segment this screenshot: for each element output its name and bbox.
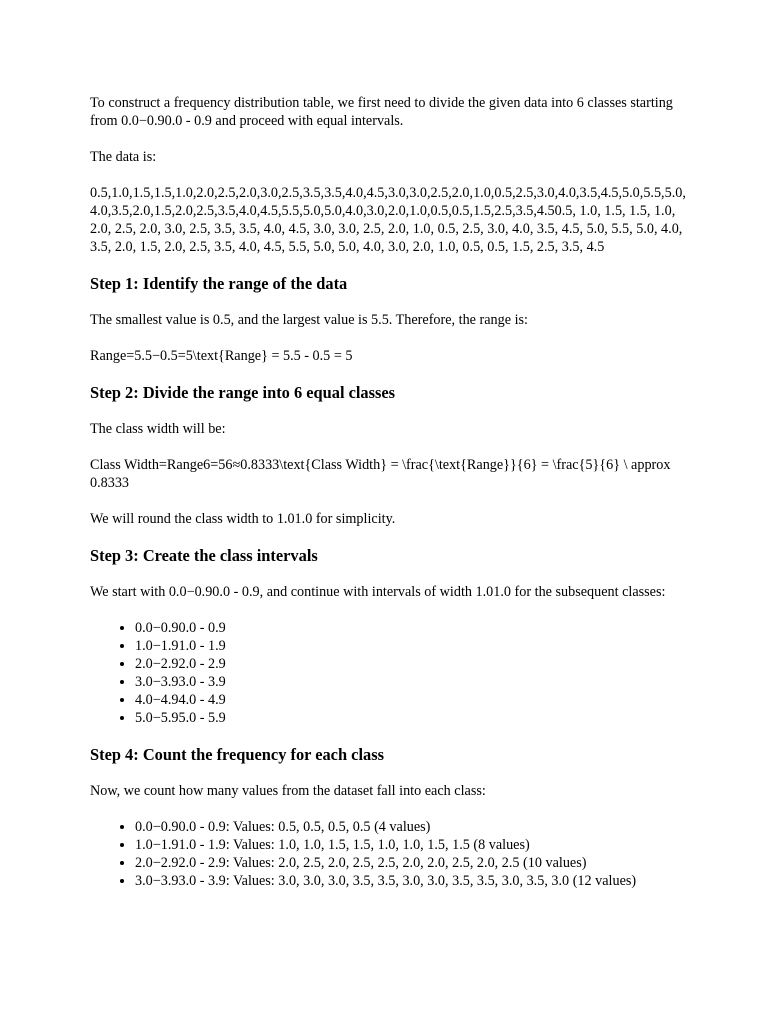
step2-text: The class width will be: [90, 421, 226, 437]
class-interval-list [90, 619, 690, 727]
step1-text: The smallest value is 0.5, and the largest value is 5.5. Therefore, the range is: [90, 312, 528, 328]
list-item: • 0.0−0.90.0 - 0.9: Values: 0.5, 0.5, 0.5, 0.5 (4 values) [135, 818, 690, 836]
list-item: • 1.0−1.91.0 - 1.9 [135, 637, 690, 655]
step2-formula: Class Width=Range6=56≈0.8333\text{Class Width} = \frac{\text{Range}}{6} = \frac{5}{6} \ approx 0.8333 [90, 457, 671, 491]
list-item: • 1.0−1.91.0 - 1.9: Values: 1.0, 1.0, 1.5, 1.5, 1.0, 1.0, 1.5, 1.5 (8 values) [135, 836, 690, 854]
list-item: • 5.0−5.95.0 - 5.9 [135, 709, 690, 727]
intro-paragraph: To construct a frequency distribution table, we first need to divide the given data into 6 classes starting from 0.0−0.90.0 - 0.9 and proceed with equal intervals. [90, 95, 673, 129]
frequency-count-list [90, 818, 690, 890]
step4-text: Now, we count how many values from the dataset fall into each class: [90, 783, 486, 799]
step3-heading: Step 3: Create the class intervals [90, 546, 318, 565]
data-values: 0.5,1.0,1.5,1.5,1.0,2.0,2.5,2.0,3.0,2.5,3.5,3.5,4.0,4.5,3.0,3.0,2.5,2.0,1.0,0.5,2.5,3.0,4.0,3.5,4.5,5.0,5.5,5.0,4.0,3.5,2.0,1.5,2.0,2.5,3.5,4.0,4.5,5.5,5.0,5.0,4.0,3.0,2.0,1.0,0.5,0.5,1.5,2.5,3.5,4.50.5, 1.0, 1.5, 1.5, 1.0, 2.0, 2.5, 2.0, 3.0, 2.5, 3.5, 3.5, 4.0, 4.5, 3.0, 3.0, 2.5, 2.0, 1.0, 0.5, 2.5, 3.0, 4.0, 3.5, 4.5, 5.0, 5.5, 5.0, 4.0, 3.5, 2.0, 1.5, 2.0, 2.5, 3.5, 4.0, 4.5, 5.5, 5.0, 5.0, 4.0, 3.0, 2.0, 1.0, 0.5, 0.5, 1.5, 2.5, 3.5, 4.5 [90, 185, 686, 255]
list-item: • 2.0−2.92.0 - 2.9: Values: 2.0, 2.5, 2.0, 2.5, 2.5, 2.0, 2.0, 2.5, 2.0, 2.5 (10 values) [135, 854, 690, 872]
list-item: • 3.0−3.93.0 - 3.9 [135, 673, 690, 691]
data-label: The data is: [90, 149, 157, 165]
list-item: • 0.0−0.90.0 - 0.9 [135, 619, 690, 637]
list-item: • 4.0−4.94.0 - 4.9 [135, 691, 690, 709]
step3-text: We start with 0.0−0.90.0 - 0.9, and continue with intervals of width 1.01.0 for the subsequent classes: [90, 584, 666, 600]
step2-heading: Step 2: Divide the range into 6 equal classes [90, 383, 396, 402]
step1-formula: Range=5.5−0.5=5\text{Range} = 5.5 - 0.5 = 5 [90, 348, 353, 364]
step2-note: We will round the class width to 1.01.0 for simplicity. [90, 511, 396, 527]
step4-heading: Step 4: Count the frequency for each class [90, 745, 384, 764]
list-item: • 3.0−3.93.0 - 3.9: Values: 3.0, 3.0, 3.0, 3.5, 3.5, 3.0, 3.0, 3.5, 3.5, 3.0, 3.5, 3.0 (12 values) [135, 872, 690, 890]
step1-heading: Step 1: Identify the range of the data [90, 274, 348, 293]
list-item: • 2.0−2.92.0 - 2.9 [135, 655, 690, 673]
